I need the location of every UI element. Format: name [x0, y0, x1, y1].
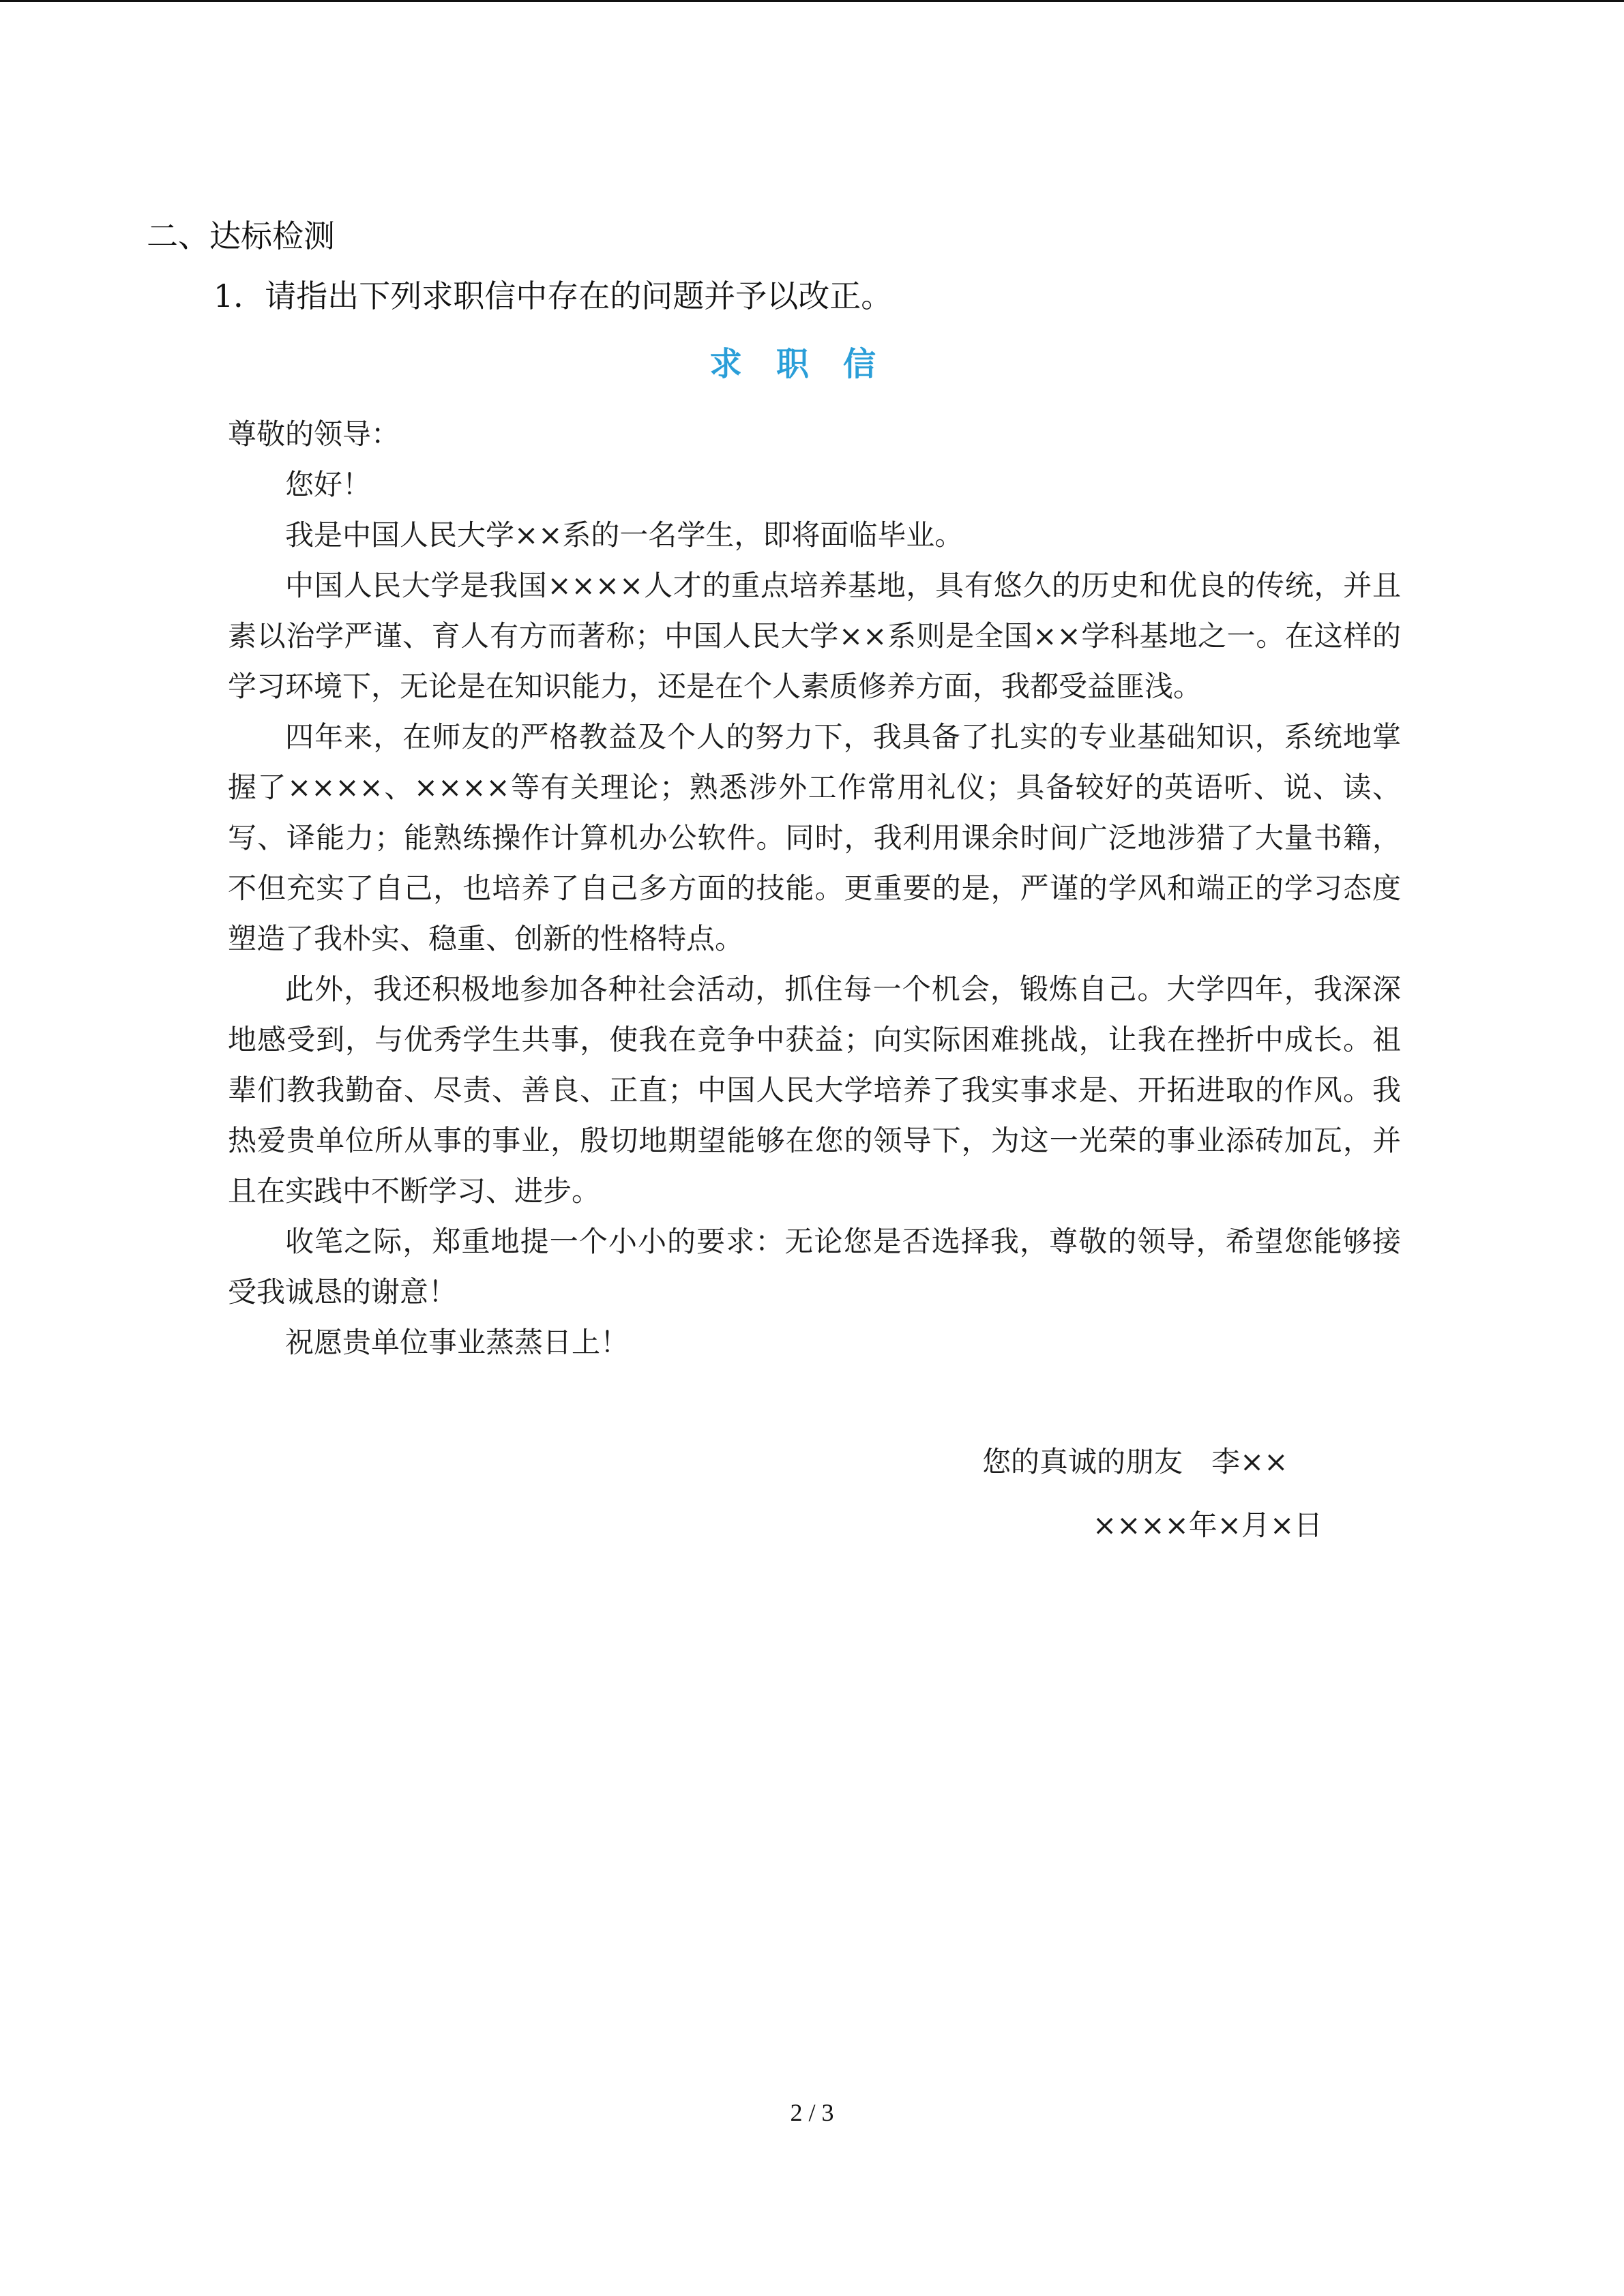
- letter-paragraph-wish: 祝愿贵单位事业蒸蒸日上！: [285, 1326, 630, 1359]
- letter-paragraph-skills: 四年来，在师友的严格教益及个人的努力下，我具备了扎实的专业基础知识，系统地掌握了××××、××××等有关理论；熟悉涉外工作常用礼仪；具备较好的英语听、说、读、写、译能力；能熟练操作计算机办公软件。同时，我利用课余时间广泛地涉猎了大量书籍，不但充实了自己，也培养了自己多方面的技能。更重要的是，严谨的学风和端正的学习态度塑造了我朴实、稳重、创新的性格特点。: [228, 720, 1401, 955]
- letter-paragraph-activities: 此外，我还积极地参加各种社会活动，抓住每一个机会，锻炼自己。大学四年，我深深地感受到，与优秀学生共事，使我在竞争中获益；向实际困难挑战，让我在挫折中成长。祖辈们教我勤奋、尽责、善良、正直；中国人民大学培养了我实事求是、开拓进取的作风。我热爱贵单位所从事的事业，殷切地期望能够在您的领导下，为这一光荣的事业添砖加瓦，并且在实践中不断学习、进步。: [228, 972, 1401, 1208]
- letter-body: [228, 409, 1401, 1368]
- letter-paragraph-closing: 收笔之际，郑重地提一个小小的要求：无论您是否选择我，尊敬的领导，希望您能够接受我诚恳的谢意！: [228, 1225, 1401, 1309]
- letter-title: 求职信: [709, 345, 911, 383]
- letter-salutation: 尊敬的领导：: [228, 417, 400, 451]
- letter-paragraph-intro: 我是中国人民大学××系的一名学生，即将面临毕业。: [285, 518, 964, 552]
- top-border-line: [0, 0, 1624, 2]
- letter-paragraph-school: 中国人民大学是我国××××人才的重点培养基地，具有悠久的历史和优良的传统，并且素以治学严谨、育人有方而著称；中国人民大学××系则是全国××学科基地之一。在这样的学习环境下，无论是在知识能力，还是在个人素质修养方面，我都受益匪浅。: [228, 569, 1401, 703]
- page-number: 2 / 3: [790, 2099, 834, 2126]
- letter-date: ××××年×月×日: [1093, 1508, 1323, 1542]
- section-heading: 二、达标检测: [147, 218, 335, 254]
- letter-signature: 您的真诚的朋友 李××: [982, 1445, 1288, 1478]
- letter-greeting: 您好！: [285, 468, 372, 501]
- question-text: 1．请指出下列求职信中存在的问题并予以改正。: [213, 278, 893, 314]
